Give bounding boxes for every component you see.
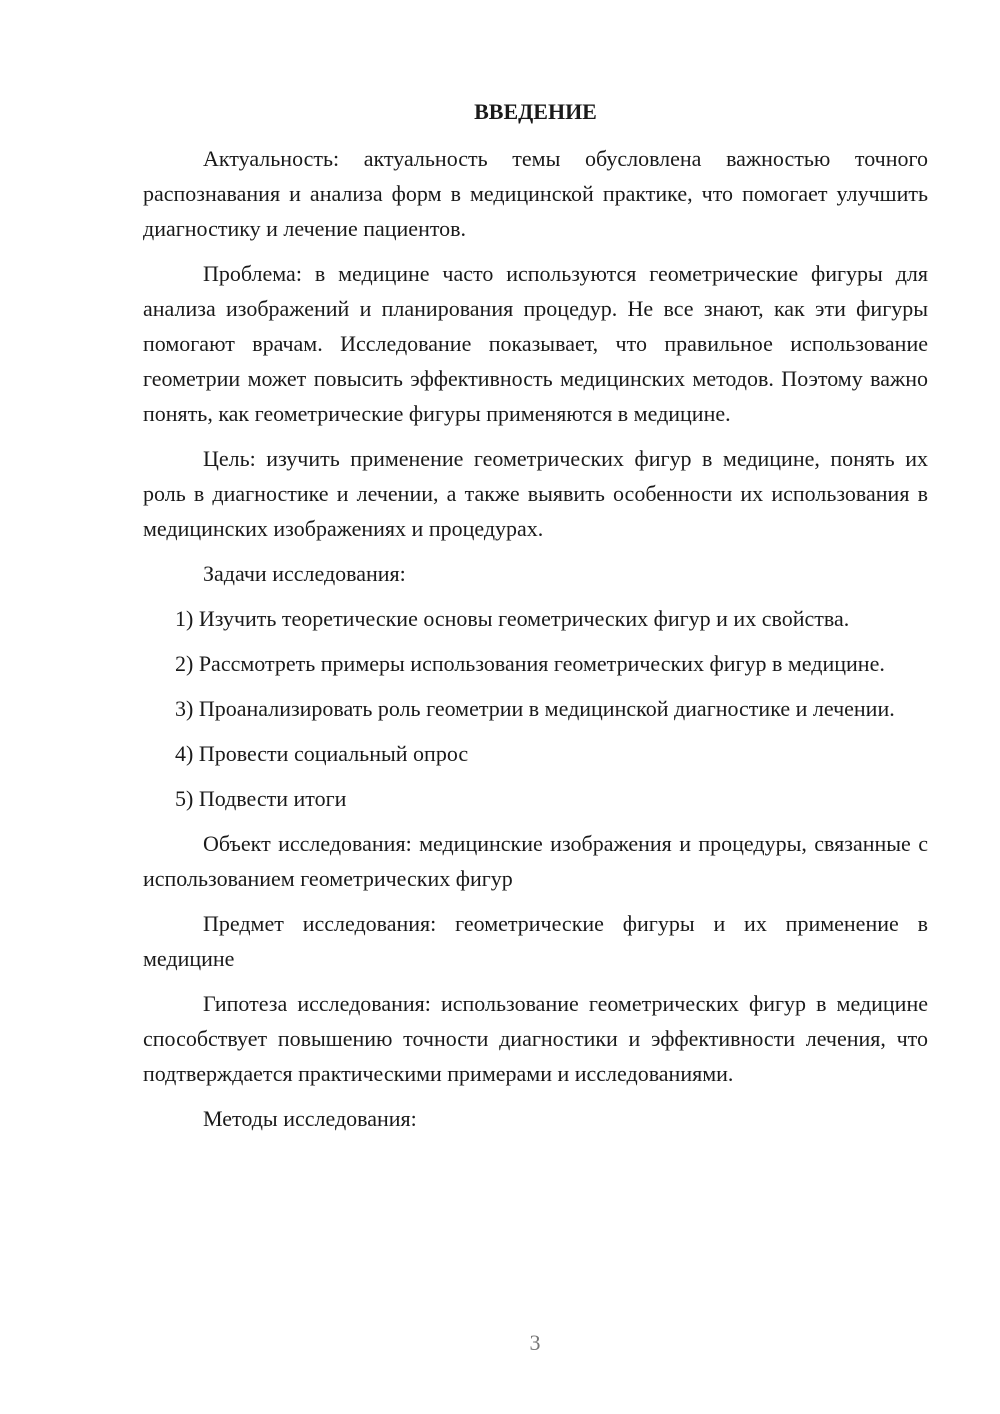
- task-item-4: 4) Провести социальный опрос: [175, 741, 469, 766]
- task-item-2: 2) Рассмотреть примеры использования геометрических фигур в медицине.: [175, 651, 885, 676]
- task-item-5: 5) Подвести итоги: [175, 786, 347, 811]
- tasks-heading: Задачи исследования:: [203, 561, 406, 586]
- methods-heading: Методы исследования:: [203, 1106, 417, 1131]
- page-content: [143, 94, 928, 1146]
- object-paragraph: Объект исследования: медицинские изображения и процедуры, связанные с использованием геометрических фигур: [143, 831, 928, 891]
- task-item-1: 1) Изучить теоретические основы геометрических фигур и их свойства.: [175, 606, 850, 631]
- hypothesis-paragraph: Гипотеза исследования: использование геометрических фигур в медицине способствует повышению точности диагностики и эффективности лечения, что подтверждается практическими примерами и исследованиями.: [143, 991, 928, 1086]
- page-title: ВВЕДЕНИЕ: [474, 99, 597, 124]
- page-number: 3: [529, 1330, 541, 1355]
- problem-paragraph: Проблема: в медицине часто используются геометрические фигуры для анализа изображений и планирования процедур. Не все знают, как эти фигуры помогают врачам. Исследование показывает, что правильное использование геометрии может повысить эффективность медицинских методов. Поэтому важно понять, как геометрические фигуры применяются в медицине.: [143, 261, 928, 426]
- goal-paragraph: Цель: изучить применение геометрических фигур в медицине, понять их роль в диагностике и лечении, а также выявить особенности их использования в медицинских изображениях и процедурах.: [143, 446, 928, 541]
- task-item-3: 3) Проанализировать роль геометрии в медицинской диагностике и лечении.: [175, 696, 895, 721]
- subject-paragraph: Предмет исследования: геометрические фигуры и их применение в медицине: [143, 911, 928, 971]
- relevance-paragraph: Актуальность: актуальность темы обусловлена важностью точного распознавания и анализа форм в медицинской практике, что помогает улучшить диагностику и лечение пациентов.: [143, 146, 928, 241]
